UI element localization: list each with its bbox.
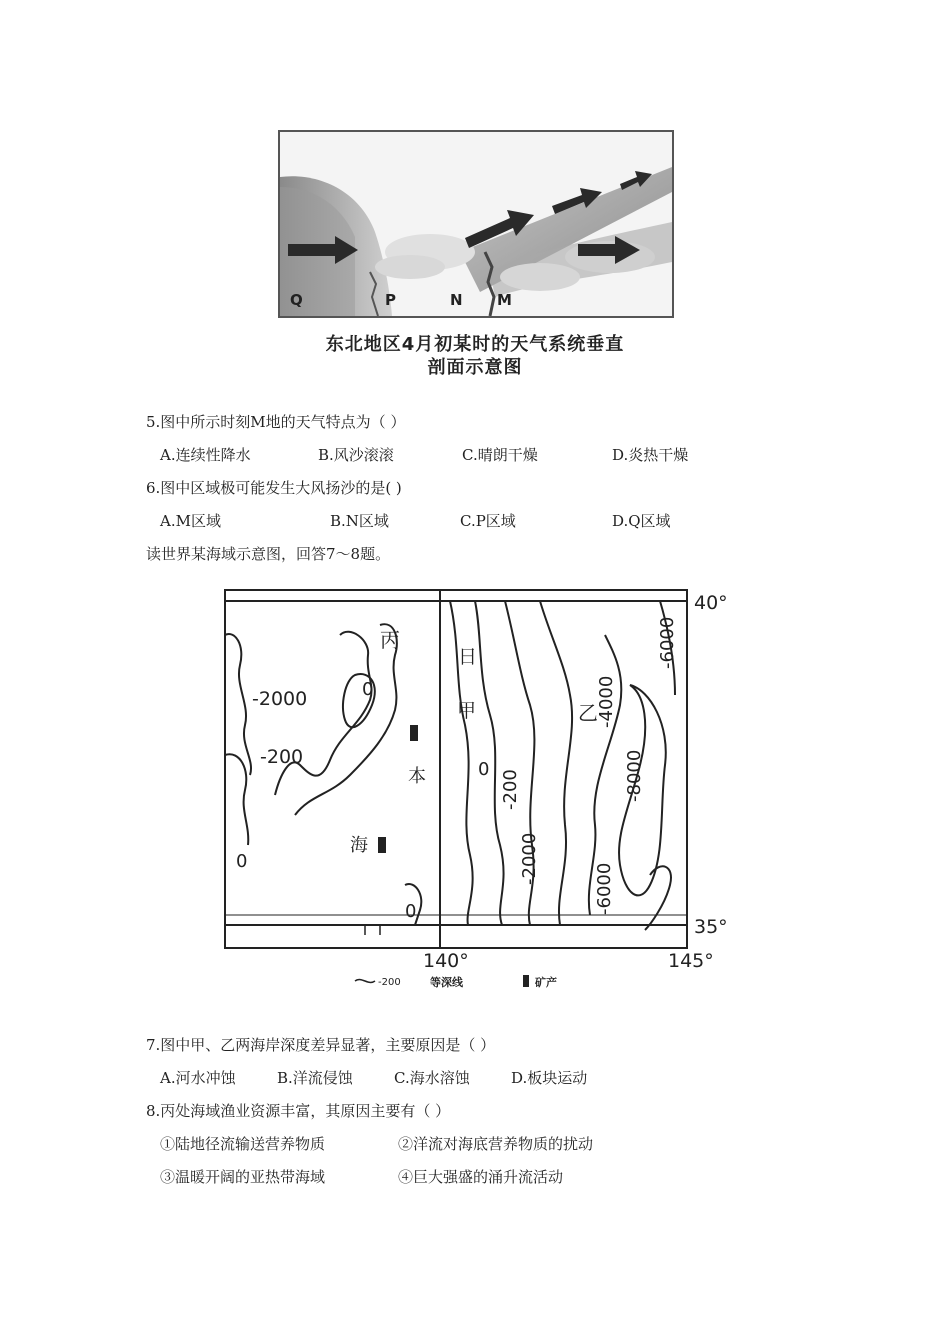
legend-isobath-symbol bbox=[355, 980, 375, 983]
q7-stem: 7.图中甲、乙两海岸深度差异显著，主要原因是（ ） bbox=[146, 1036, 496, 1054]
label-m: M bbox=[497, 291, 512, 309]
q6-option-c: C.P区域 bbox=[460, 512, 516, 530]
q6-option-d: D.Q区域 bbox=[612, 512, 671, 530]
place-label-ben: 本 bbox=[408, 766, 426, 787]
lon-label-140: 140° bbox=[423, 950, 469, 972]
figure1-caption-line1: 东北地区4月初某时的天气系统垂直 bbox=[325, 334, 625, 355]
weather-cross-section-figure bbox=[278, 130, 674, 318]
q6-stem: 6.图中区域极可能发生大风扬沙的是( ) bbox=[146, 479, 402, 497]
legend-mineral-label: 矿产 bbox=[535, 976, 557, 989]
lon-label-145: 145° bbox=[668, 950, 714, 972]
q6-option-b: B.N区域 bbox=[330, 512, 389, 530]
place-label-hai: 海 bbox=[350, 835, 368, 856]
legend-isobath-label: 等深线 bbox=[430, 976, 463, 989]
q6-option-a: A.M区域 bbox=[160, 512, 221, 530]
place-label-yi: 乙 bbox=[578, 701, 598, 725]
place-label-jia: 甲 bbox=[457, 700, 477, 722]
q8-option-3: ③温暖开阔的亚热带海域 bbox=[160, 1168, 326, 1186]
lat-label-35: 35° bbox=[694, 916, 728, 938]
figure1-caption-line2: 剖面示意图 bbox=[427, 357, 523, 378]
lat-label-40: 40° bbox=[694, 592, 728, 614]
label-n: N bbox=[450, 291, 463, 309]
q5-option-d: D.炎热干燥 bbox=[612, 446, 689, 464]
contour-label-m2000-left: -2000 bbox=[252, 688, 308, 710]
intro-text: 读世界某海域示意图，回答7～8题。 bbox=[146, 545, 391, 563]
legend-isobath-sample: -200 bbox=[378, 977, 401, 988]
q7-option-b: B.洋流侵蚀 bbox=[277, 1069, 353, 1087]
q7-option-d: D.板块运动 bbox=[511, 1069, 588, 1087]
label-q: Q bbox=[290, 291, 303, 309]
legend-mineral-symbol bbox=[523, 975, 529, 987]
q8-option-4: ④巨大强盛的涌升流活动 bbox=[398, 1168, 564, 1186]
contour-label-0-upper: 0 bbox=[362, 679, 374, 700]
contour-label-m4000: -4000 bbox=[596, 675, 617, 728]
contour-label-0-mid: 0 bbox=[478, 759, 490, 780]
label-p: P bbox=[385, 291, 396, 309]
sea-area-map-figure bbox=[220, 585, 740, 1003]
contour-label-m6000-bottom: -6000 bbox=[594, 862, 615, 915]
contour-label-m8000: -8000 bbox=[624, 749, 645, 802]
place-label-ri: 日 bbox=[458, 646, 478, 668]
contour-label-m6000-top: -6000 bbox=[657, 616, 678, 669]
q8-option-1: ①陆地径流输送营养物质 bbox=[160, 1135, 326, 1153]
place-label-bing: 丙 bbox=[380, 628, 400, 652]
contour-label-m200-left: -200 bbox=[260, 746, 304, 768]
q8-option-2: ②洋流对海底营养物质的扰动 bbox=[398, 1135, 594, 1153]
q5-stem: 5.图中所示时刻M地的天气特点为（ ） bbox=[146, 413, 406, 431]
mineral-marker-upper bbox=[410, 725, 418, 741]
q7-option-c: C.海水溶蚀 bbox=[394, 1069, 470, 1087]
contour-label-m200-mid: -200 bbox=[500, 769, 521, 810]
q5-option-c: C.晴朗干燥 bbox=[462, 446, 538, 464]
contour-label-0-bottom: 0 bbox=[405, 901, 417, 922]
contour-label-m2000-mid: -2000 bbox=[519, 832, 540, 885]
q5-option-a: A.连续性降水 bbox=[160, 446, 251, 464]
q5-option-b: B.风沙滚滚 bbox=[318, 446, 394, 464]
q8-stem: 8.丙处海域渔业资源丰富，其原因主要有（ ） bbox=[146, 1102, 451, 1120]
contour-label-0-left: 0 bbox=[236, 851, 248, 872]
q7-option-a: A.河水冲蚀 bbox=[160, 1069, 236, 1087]
mineral-marker-lower bbox=[378, 837, 386, 853]
